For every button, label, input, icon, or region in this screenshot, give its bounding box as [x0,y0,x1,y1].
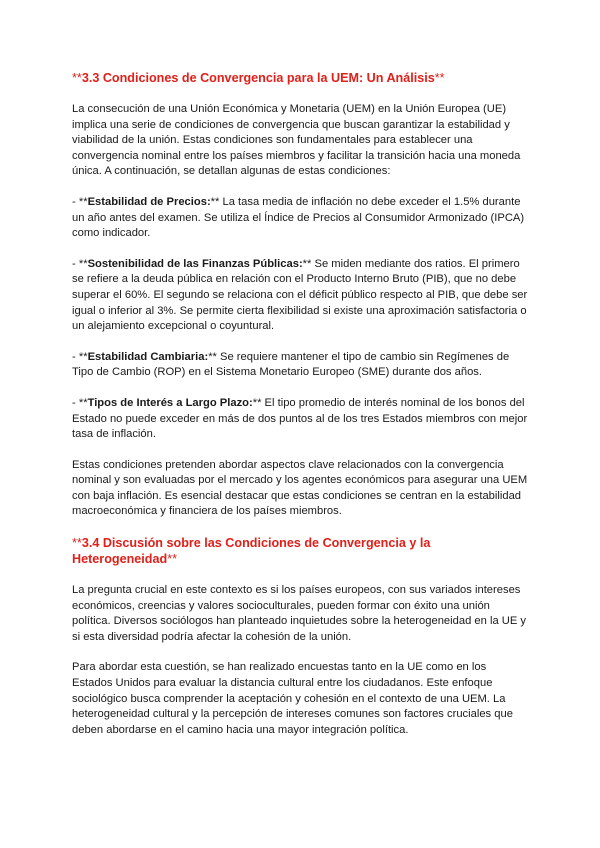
heading-marker: ** [72,536,82,551]
conclusion-paragraph: Estas condiciones pretenden abordar aspectos clave relacionados con la convergencia nominal y son evaluadas por el mercado y los agentes económicos para asegurar una UEM con baja inflación. Es esencial destacar que estas condiciones se centran en la estabilidad macroeconómica y financiera de los países miembros. [72,458,528,518]
condition-label: Estabilidad de Precios: [87,195,211,208]
condition-item [72,195,528,242]
bullet-marker: - [72,195,79,208]
discussion-paragraph: La pregunta crucial en este contexto es si los países europeos, con sus variados intereses económicos, creencias y valores socioculturales, pueden formar con éxito una unión política. Diversos sociólogos han planteado inquietudes sobre la heterogeneidad en la UE y si esta diversidad podría afectar la cohesión de la unión. [72,584,527,643]
bold-marker: ** [208,350,217,363]
bullet-marker: - [72,396,79,409]
intro-paragraph: La consecución de una Unión Económica y Monetaria (UEM) en la Unión Europea (UE) implica una serie de condiciones de convergencia que buscan garantizar la estabilidad y viabilidad de la unión. Estas condiciones son fundamentales para establecer una convergencia nominal entre los países miembros y facilitar la transición hacia una moneda única. A continuación, se detallan algunas de estas condiciones: [72,103,521,178]
heading-marker: ** [167,552,177,567]
condition-label: Sostenibilidad de las Finanzas Públicas: [87,257,303,270]
bold-marker: ** [78,195,88,208]
condition-text: La tasa media de inflación no debe exceder el 1.5% durante un año antes del examen. Se utiliza el Índice de Precios al Consumidor Armonizado (IPCA) como indicador. [72,195,525,240]
bold-marker: ** [302,257,312,270]
bold-marker: ** [210,195,220,208]
heading-marker: ** [434,71,445,85]
condition-label: Estabilidad Cambiaria: [87,350,209,363]
section-heading-3-3 [72,70,528,86]
condition-label: Tipos de Interés a Largo Plazo: [87,396,253,409]
condition-text: Se miden mediante dos ratios. El primero se refiere a la deuda pública en relación con el Producto Interno Bruto (PIB), que no debe superar el 60%. El segundo se relaciona con el déficit público respecto al PIB, que debe ser igual o inferior al 3%. Se permite cierta flexibilidad si existe una aproximación satisfactoria o un alejamiento excepcional o coyuntural. [72,257,528,333]
section-title: 3.3 Condiciones de Convergencia para la UEM: Un Análisis [81,71,435,85]
condition-text: Se requiere mantener el tipo de cambio sin Regímenes de Tipo de Cambio (ROP) en el Sistema Monetario Europeo (SME) durante dos años. [72,350,510,379]
section-title: 3.4 Discusión sobre las Condiciones de Convergencia y la Heterogeneidad [72,536,431,567]
condition-item [72,396,528,443]
discussion-paragraph: Para abordar esta cuestión, se han realizado encuestas tanto en la UE como en los Estados Unidos para evaluar la distancia cultural entre los ciudadanos. Este enfoque sociológico busca comprender la aceptación y cohesión en el contexto de una UEM. La heterogeneidad cultural y la percepción de intereses comunes son factores cruciales que deben abordarse en el camino hacia una mayor integración política. [72,661,513,736]
bold-marker: ** [78,257,88,270]
bullet-marker: - [72,257,79,270]
bold-marker: ** [78,350,88,363]
condition-text: El tipo promedio de interés nominal de los bonos del Estado no puede exceder en más de dos puntos al de los tres Estados miembros con mejor tasa de inflación. [72,396,528,441]
bullet-marker: - [72,350,79,363]
bold-marker: ** [252,396,262,409]
bold-marker: ** [78,396,88,409]
section-heading-3-4 [72,535,528,567]
heading-marker: ** [72,71,82,85]
condition-item [72,257,528,335]
condition-item [72,350,528,381]
